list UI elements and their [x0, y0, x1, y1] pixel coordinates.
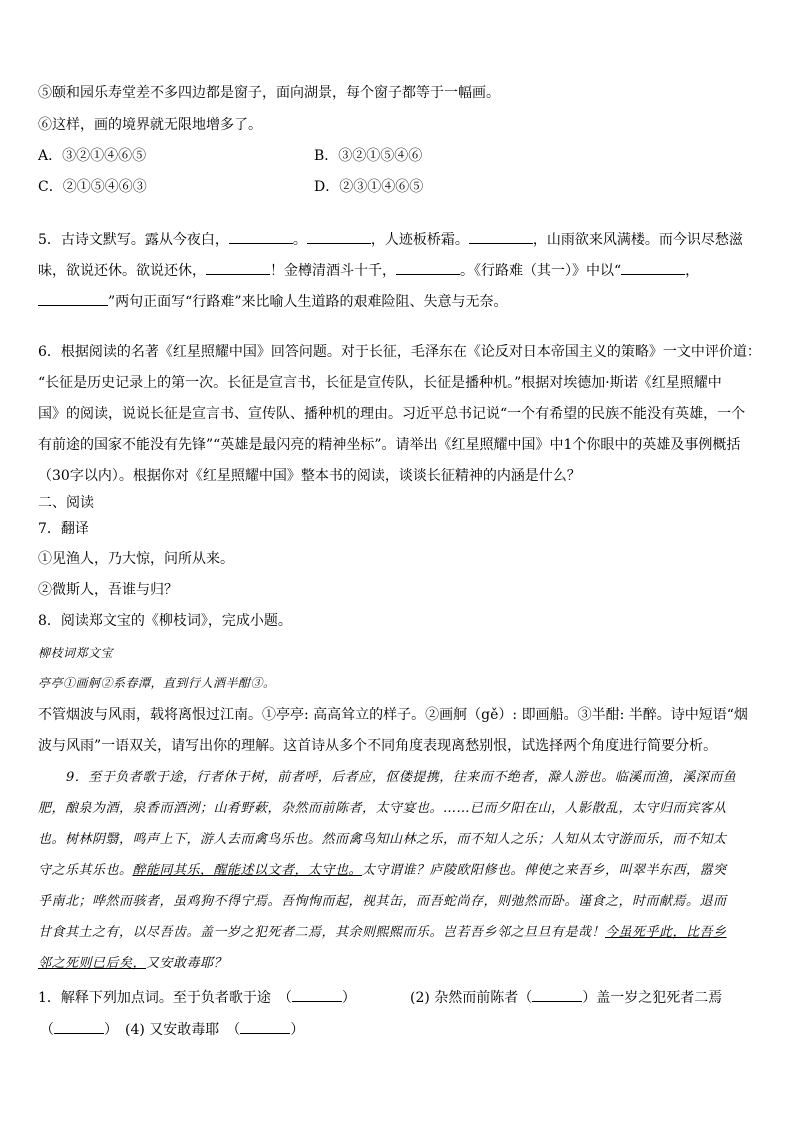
q9-sub-text: （: [40, 1022, 54, 1038]
answer-blank[interactable]: [240, 1019, 290, 1034]
q9-line-3: 也。树林阴翳，鸣声上下，游人去而禽鸟乐也。然而禽鸟知山林之乐，而不知人之乐；人知从太守游而乐，而不知太: [38, 832, 727, 847]
q9-sub-text: ）: [290, 1022, 305, 1038]
q4-option-b: B．③②①⑤④⑥: [314, 148, 423, 164]
poem-text: 不管烟波与风雨，载将离恨过江南。: [38, 707, 262, 723]
answer-blank[interactable]: [307, 229, 371, 244]
q5-line-1: [38, 229, 743, 249]
q8-title: 8．阅读郑文宝的《柳枝词》，完成小题。: [38, 613, 292, 629]
q5-text: 。《行路难（其一）》中以“: [460, 263, 622, 279]
poem-line-1: 亭亭①画舸②系春潭，直到行人酒半酣③。: [38, 676, 276, 690]
q5-line-3: [38, 291, 507, 311]
q4-option-d: D．②③①④⑥⑤: [314, 179, 424, 195]
q8-question: 波与风雨”一语双关，请写出你的理解。这首诗从多个不同角度表现离愁别恨，试选择两个角度进行简要分析。: [38, 738, 718, 754]
q7-title: 7．翻译: [38, 521, 89, 537]
q9-line-7: [38, 955, 227, 973]
q9-sub-1: [38, 987, 356, 1007]
q9-text: 甘食其土之有，以尽吾齿。盖一岁之犯死者二焉，其余则熙熙而乐。岂若吾乡邻之旦旦有是哉！: [38, 925, 606, 940]
q9-sub-text: ）盖一岁之犯死者二焉: [582, 990, 723, 1006]
answer-blank[interactable]: [54, 1019, 104, 1034]
q9-sub-2: [410, 987, 722, 1007]
answer-blank[interactable]: [229, 229, 293, 244]
q6-line-5: （30字以内）。根据你对《红星照耀中国》整本书的阅读，谈谈长征精神的内涵是什么？: [38, 468, 581, 484]
q9-text: 又安敢毒耶？: [146, 956, 228, 971]
poem-line-2: [38, 706, 748, 724]
poem-title: 柳枝词郑文宝: [38, 646, 114, 660]
q9-sub-text: (2) 杂然而前陈者（: [410, 990, 533, 1006]
q9-line-1: 9．至于负者歌于途，行者休于树，前者呼，后者应，伛偻提携，往来而不绝者，滁人游也。临溪而渔，溪深而鱼: [66, 770, 737, 785]
q4-sentence-5: ⑤颐和园乐寿堂差不多四边都是窗子，面向湖景，每个窗子都等于一幅画。: [38, 85, 500, 101]
q5-text: ”两句正面写“行路难”来比喻人生道路的艰难险阻、失意与无奈。: [108, 294, 508, 310]
answer-blank[interactable]: [396, 260, 460, 275]
q6-line-4: 有前途的国家不能没有先锋”“英雄是最闪亮的精神坐标”。请举出《红星照耀中国》中1个你眼中的英雄及事例概括: [38, 437, 741, 453]
answer-blank[interactable]: [292, 987, 342, 1002]
q9-sub-3: [40, 1019, 304, 1039]
answer-blank[interactable]: [206, 260, 270, 275]
q4-option-c: C．②①⑤④⑥③: [38, 179, 147, 195]
q9-underlined-text: 今虽死乎此，比吾乡: [605, 925, 727, 940]
q9-line-6: [38, 924, 727, 942]
q6-line-2: “长征是历史记录上的第一次。长征是宣言书，长征是宣传队，长征是播种机。”根据对埃德加·斯诺《红星照耀中: [38, 375, 722, 391]
q4-option-a: A．③②①④⑥⑤: [38, 148, 147, 164]
q4-sentence-6: ⑥这样，画的境界就无限地增多了。: [38, 117, 262, 133]
q9-underlined-text: 醉能同其乐，醒能述以文者，太守也。: [132, 863, 363, 878]
answer-blank[interactable]: [621, 260, 685, 275]
q9-line-2: 肥，酿泉为酒，泉香而酒洌；山肴野蔌，杂然而前陈者，太守宴也。……已而夕阳在山，人影散乱，太守归而宾客从: [38, 801, 727, 816]
poem-notes: ①亭亭: 高高耸立的样子。②画舸（gě）: 即画船。③半酣: 半醉。诗中短语“烟: [262, 707, 748, 723]
q5-text: ！金樽清酒斗十千，: [270, 263, 396, 279]
q5-line-2: [38, 260, 699, 280]
q7-sentence-1: ①见渔人，乃大惊，问所从来。: [38, 551, 234, 567]
q5-text: 。: [292, 232, 307, 248]
q5-text: 味，欲说还休。欲说还休，: [38, 263, 206, 279]
answer-blank[interactable]: [38, 291, 108, 306]
q9-line-5: 乎南北；哗然而骇者，虽鸡狗不得宁焉。吾恂恂而起，视其缶，而吾蛇尚存，则弛然而卧。谨食之，时而献焉。退而: [38, 894, 727, 909]
q7-sentence-2: ②微斯人，吾谁与归？: [38, 582, 178, 598]
q9-sub-text: 1．解释下列加点词。至于负者歌于途 （: [38, 990, 292, 1006]
q9-line-4: [38, 862, 727, 880]
q9-sub-text: ） (4) 又安敢毒耶 （: [104, 1022, 241, 1038]
answer-blank[interactable]: [469, 229, 533, 244]
q9-text: 守之乐其乐也。: [38, 863, 133, 878]
q9-text: 太守谓谁？庐陵欧阳修也。俾使之来吾乡，叫翠半东西，嚣突: [362, 863, 727, 878]
q5-text: 5．古诗文默写。露从今夜白，: [38, 232, 229, 248]
q6-line-3: 国》的阅读，说说长征是宣言书、宣传队、播种机的理由。习近平总书记说“一个有希望的民族不能没有英雄，一个: [38, 406, 746, 422]
q9-sub-text: ）: [341, 990, 356, 1006]
q5-text: ，山雨欲来风满楼。而今识尽愁滋: [532, 232, 743, 248]
answer-blank[interactable]: [532, 987, 582, 1002]
q5-text: ，人迹板桥霜。: [370, 232, 469, 248]
section-heading: 二、阅读: [38, 495, 94, 511]
q6-line-1: 6．根据阅读的名著《红星照耀中国》回答问题。对于长征，毛泽东在《论反对日本帝国主义的策略》一文中评价道：: [38, 344, 761, 360]
q9-underlined-text: 邻之死则已后矣，: [38, 956, 147, 971]
q5-text: ，: [685, 263, 700, 279]
